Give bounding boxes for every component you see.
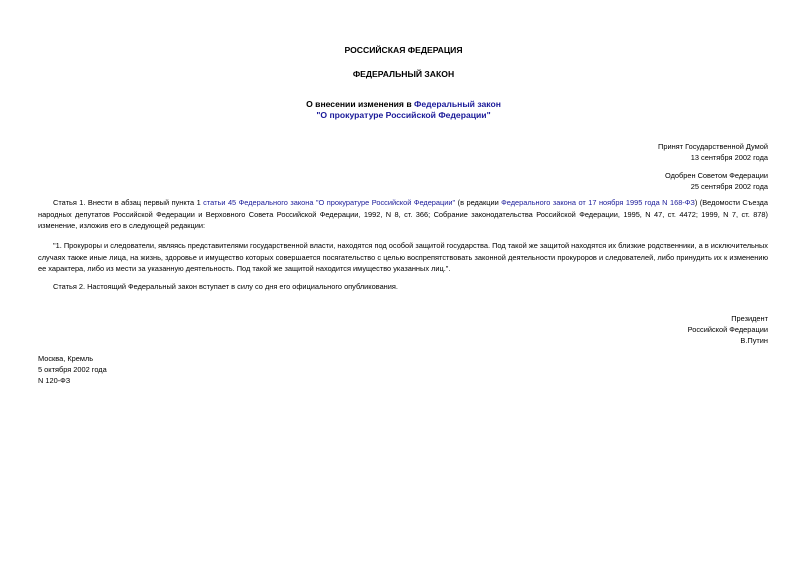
duma-adoption (658, 141, 768, 163)
signature-country: Российской Федерации (687, 325, 768, 334)
signature-title: Президент (731, 314, 768, 323)
prosecution-law-link[interactable]: "О прокуратуре Российской Федерации" (316, 110, 491, 120)
country-heading: РОССИЙСКАЯ ФЕДЕРАЦИЯ (344, 45, 463, 55)
law-title (0, 99, 807, 121)
article-2 (38, 281, 768, 293)
duma-adoption-label: Принят Государственной Думой (658, 142, 768, 151)
article-45-link[interactable]: статьи 45 Федерального закона "О прокуратуре Российской Федерации" (203, 198, 456, 207)
law-168-fz-link[interactable]: Федерального закона от 17 ноября 1995 года N 168-ФЗ (501, 198, 695, 207)
law-type-heading: ФЕДЕРАЛЬНЫЙ ЗАКОН (352, 69, 455, 79)
federal-law-link[interactable]: Федеральный закон (414, 99, 501, 109)
article-1-text-2: (в редакции (455, 198, 502, 207)
article-2-text: Статья 2. Настоящий Федеральный закон вступает в силу со дня его официального опубликования. (53, 282, 398, 291)
article-1 (38, 197, 768, 232)
signing-date: 5 октября 2002 года (38, 365, 107, 374)
council-approval-label: Одобрен Советом Федерации (665, 171, 768, 180)
law-number: N 120-ФЗ (38, 376, 71, 385)
signing-place: Москва, Кремль (38, 354, 94, 363)
law-title-prefix: О внесении изменения в (306, 99, 415, 109)
council-approval (665, 170, 768, 192)
amended-paragraph (38, 240, 768, 275)
council-approval-date: 25 сентября 2002 года (690, 182, 768, 191)
signature-name: В.Путин (740, 336, 768, 345)
signature-block (688, 313, 768, 346)
duma-adoption-date: 13 сентября 2002 года (690, 153, 768, 162)
amended-paragraph-text: "1. Прокуроры и следователи, являясь представителями государственной власти, находятся под особой защитой государства. Под такой же защитой находятся их близкие родственники, а в исключительных случаях также иные лица, на жизнь, здоровье и имущество которых совершается посягательство с целью воспрепятствовать законной деятельности прокуроров и следователей, либо принудить их к изменению ее характера, либо из мести за указанную деятельность. Под такой же защитой находится имущество указанных лиц.". (38, 241, 768, 273)
article-1-text-1: Статья 1. Внести в абзац первый пункта 1 (53, 198, 204, 207)
article-1-text-3: ) (Ведомости Съезда народных депутатов Российской Федерации и Верховного Совета Российской Федерации, 1992, N 8, ст. 366; Собрание законодательства Российской Федерации, 1995, N 47, ст. 4472; 1999, N 7, ст. 878) изменение, изложив его в следующей редакции: (38, 198, 768, 230)
place-date-block (38, 353, 107, 386)
